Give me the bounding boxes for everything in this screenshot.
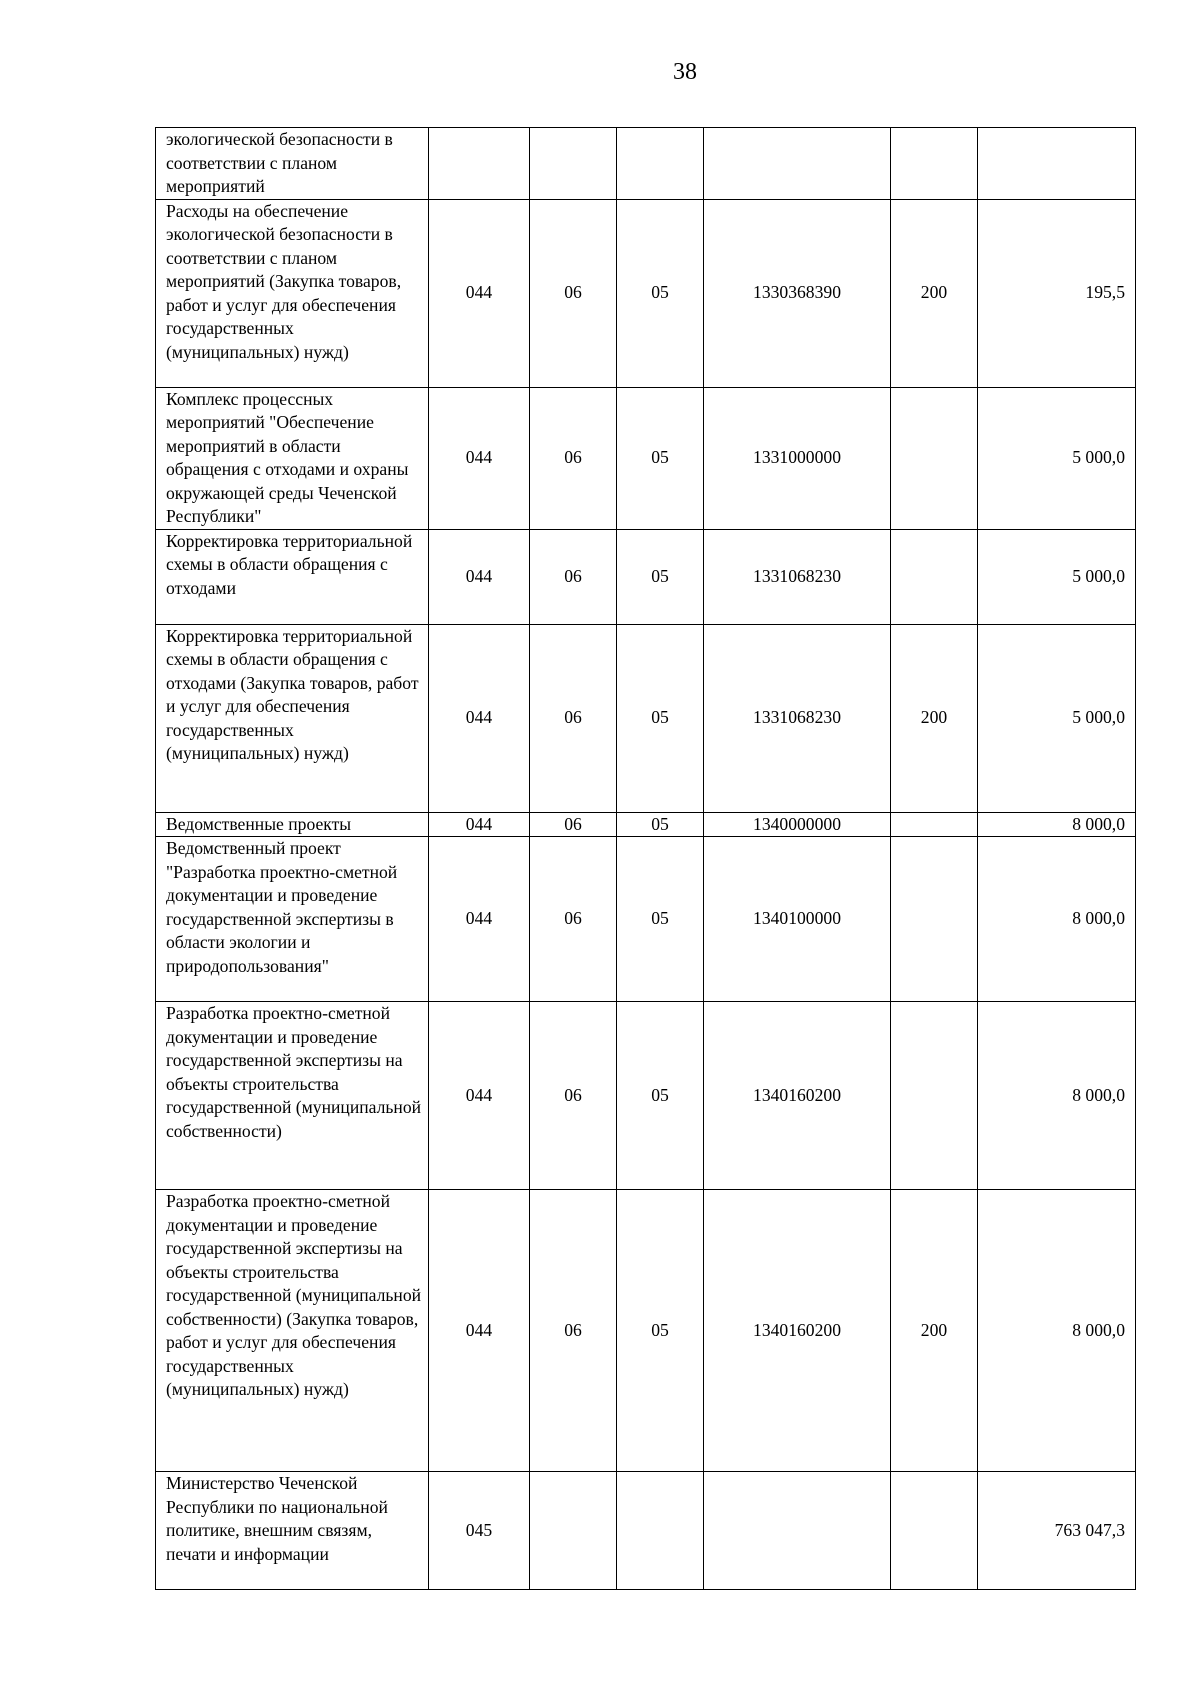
page-number: 38	[673, 59, 697, 85]
ministry-code: 044	[429, 1190, 530, 1472]
expense-type-code	[891, 837, 978, 1002]
table-row	[156, 837, 1136, 1002]
table-row	[156, 1002, 1136, 1190]
expense-type-code: 200	[891, 199, 978, 387]
row-name: Разработка проектно-сметной документации и проведение государственной экспертизы на объекты строительства государственной (муниципальной собственности)	[156, 1002, 429, 1190]
expense-type-code	[891, 812, 978, 837]
row-name: Ведомственный проект "Разработка проектно-сметной документации и проведение государственной экспертизы в области экологии и природопользования"	[156, 837, 429, 1002]
subsection-code: 05	[617, 837, 704, 1002]
ministry-code: 044	[429, 1002, 530, 1190]
section-code	[530, 1472, 617, 1590]
table-row	[156, 1472, 1136, 1590]
row-name: Комплекс процессных мероприятий "Обеспечение мероприятий в области обращения с отходами и охраны окружающей среды Чеченской Республики"	[156, 387, 429, 529]
row-name: Расходы на обеспечение экологической безопасности в соответствии с планом мероприятий (Закупка товаров, работ и услуг для обеспечения государственных (муниципальных) нужд)	[156, 199, 429, 387]
section-code: 06	[530, 199, 617, 387]
expense-type-code	[891, 387, 978, 529]
section-code: 06	[530, 387, 617, 529]
amount: 5 000,0	[978, 529, 1136, 624]
row-name: Министерство Чеченской Республики по национальной политике, внешним связям, печати и информации	[156, 1472, 429, 1590]
expense-type-code: 200	[891, 1190, 978, 1472]
target-code: 1340160200	[704, 1190, 891, 1472]
table-row	[156, 1190, 1136, 1472]
ministry-code: 044	[429, 529, 530, 624]
target-code: 1331068230	[704, 624, 891, 812]
subsection-code: 05	[617, 624, 704, 812]
amount: 8 000,0	[978, 1002, 1136, 1190]
amount: 8 000,0	[978, 812, 1136, 837]
amount: 5 000,0	[978, 387, 1136, 529]
budget-table	[155, 127, 1136, 1590]
ministry-code: 044	[429, 199, 530, 387]
target-code: 1331000000	[704, 387, 891, 529]
amount: 8 000,0	[978, 1190, 1136, 1472]
ministry-code: 044	[429, 624, 530, 812]
row-name: Корректировка территориальной схемы в области обращения с отходами (Закупка товаров, работ и услуг для обеспечения государственных (муниципальных) нужд)	[156, 624, 429, 812]
target-code	[704, 128, 891, 200]
table-row	[156, 812, 1136, 837]
amount: 5 000,0	[978, 624, 1136, 812]
target-code: 1340000000	[704, 812, 891, 837]
ministry-code: 044	[429, 812, 530, 837]
amount: 195,5	[978, 199, 1136, 387]
ministry-code: 044	[429, 837, 530, 1002]
target-code: 1330368390	[704, 199, 891, 387]
section-code: 06	[530, 1190, 617, 1472]
table-row	[156, 624, 1136, 812]
section-code: 06	[530, 812, 617, 837]
expense-type-code	[891, 128, 978, 200]
section-code: 06	[530, 1002, 617, 1190]
subsection-code: 05	[617, 1002, 704, 1190]
subsection-code	[617, 128, 704, 200]
section-code: 06	[530, 624, 617, 812]
section-code: 06	[530, 837, 617, 1002]
table-body	[156, 128, 1136, 1590]
subsection-code: 05	[617, 812, 704, 837]
row-name: экологической безопасности в соответствии с планом мероприятий	[156, 128, 429, 200]
subsection-code: 05	[617, 387, 704, 529]
expense-type-code	[891, 1472, 978, 1590]
ministry-code: 044	[429, 387, 530, 529]
amount: 763 047,3	[978, 1472, 1136, 1590]
amount: 8 000,0	[978, 837, 1136, 1002]
row-name: Разработка проектно-сметной документации и проведение государственной экспертизы на объекты строительства государственной (муниципальной собственности) (Закупка товаров, работ и услуг для обеспечения государственных (муниципальных) нужд)	[156, 1190, 429, 1472]
subsection-code: 05	[617, 199, 704, 387]
table-row	[156, 128, 1136, 200]
ministry-code	[429, 128, 530, 200]
subsection-code: 05	[617, 529, 704, 624]
row-name: Корректировка территориальной схемы в области обращения с отходами	[156, 529, 429, 624]
section-code	[530, 128, 617, 200]
section-code: 06	[530, 529, 617, 624]
expense-type-code	[891, 1002, 978, 1190]
expense-type-code: 200	[891, 624, 978, 812]
ministry-code: 045	[429, 1472, 530, 1590]
table-row	[156, 199, 1136, 387]
expense-type-code	[891, 529, 978, 624]
table-row	[156, 529, 1136, 624]
target-code: 1340160200	[704, 1002, 891, 1190]
target-code: 1331068230	[704, 529, 891, 624]
table-row	[156, 387, 1136, 529]
subsection-code: 05	[617, 1190, 704, 1472]
subsection-code	[617, 1472, 704, 1590]
amount	[978, 128, 1136, 200]
target-code	[704, 1472, 891, 1590]
target-code: 1340100000	[704, 837, 891, 1002]
row-name: Ведомственные проекты	[156, 812, 429, 837]
